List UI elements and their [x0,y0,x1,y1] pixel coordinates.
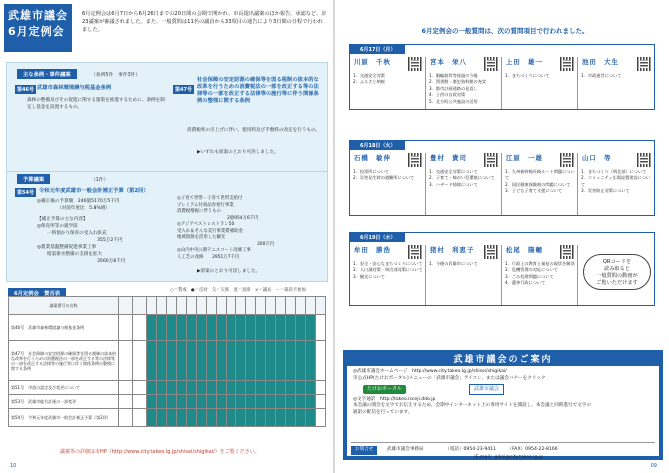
right-page [335,0,669,473]
vote-table [8,296,326,427]
qr-code-icon[interactable] [408,153,422,167]
q-item: 3．都市計画道路の見直し [429,85,478,91]
council-guide [343,350,663,460]
q-item: 3．子ども子育て支援について [505,188,563,194]
bill-46-number: 第46号 [17,87,34,93]
bill-46-title: 武雄市森林環境譲与税基金条例 [37,85,112,91]
contact-org: 武雄市議会事務局 [386,447,424,452]
title-line1: 武雄市議会 [8,9,68,22]
side-item-3b: 人工芝の改修 2951万7千円 [177,254,240,260]
q-item: 3．観光について [353,273,385,279]
contact-label: お問合せ [351,446,377,455]
bubble-line: QRコードを [602,259,632,265]
member-name: 池田 大生 [582,58,619,66]
bill-54-title: 令和元年度武雄市一般会計補正予算（第2回） [39,188,149,194]
guide-line: 本会議の開会を文字でお伝えするため、会期中インターネット上の専用サイトを開設し、本会議と同時進行で文字の [353,403,591,409]
q-item: 1．まちづくりについて [505,73,550,78]
question-card [350,57,426,109]
table-row: 第54号 令和元年度武雄市一般会計補正予算（第2回） [9,409,326,427]
bill-46-body: 森林の整備及びその促進に関する施策を推進するために、条例を制定し基金を設置するもの。 [27,98,165,110]
q-item: 4．選挙行政について [505,280,546,286]
ordinance-count: （条例5件 事件3件） [91,73,141,78]
table-row: 第51号 市道の認定及び変更について [9,381,326,395]
member-name: 牟田 勝浩 [354,246,391,254]
q-item: 1．市政運営について [581,73,622,78]
q-item: 2．災害発生時の避難所について [353,175,415,181]
day-label-1: 6月17日（月） [350,45,405,54]
question-card [502,245,578,305]
page-number-right: 09 [650,463,657,469]
bill-47-title: 社会保障の安定財源の確保等を図る税制の抜本的な改革を行うための消費税法の一部を改正する等の法律等の一部を改正する法律等の施行等に伴う関係条例の整理に関する条例 [197,77,319,104]
ordinance-result: ▶いずれも原案のとおり可決しました。 [197,150,279,155]
ordinance-panel [6,62,328,172]
budget-tab: 予算議案 [17,174,50,184]
bill-47-body: 消費税率の引上げに伴い、使用料及び手数料の改定を行うもの。 [187,128,321,133]
member-name: 宮本 栄八 [430,58,467,66]
q-item: 2．コミュニティ広場設置建設について [581,175,651,187]
q-item: 3．災害防止対策について [581,188,630,194]
budget-amount: ◎補正後の予算額 246億5170万5千円 [37,199,120,204]
question-card [578,57,654,109]
budget-count: （1件） [91,178,109,183]
side-item-1d: 2億954万6千円 [227,215,259,221]
bill-47-number: 第47号 [175,87,192,93]
guide-body [347,366,659,460]
question-card [426,57,502,109]
q-item: 2．図書館・歴史資料館の充実 [429,79,487,85]
side-item-2b: 受入れ＆そんな美行事業費補助金 [177,228,243,234]
title-line2: 6月定例会 [8,25,65,38]
q-item: 1．眼輪筋骨等経過の今後 [429,73,478,78]
session-title-box [4,4,72,52]
member-name: 豊村 貴司 [430,154,467,162]
intro-text: 6月定例会は6月7日から6月26日までの20日間の会期で開かれ、市長提出議案のほか報告、承認など、計23議案が審議されました。また、一般質問は11名の議員から33項目の通告により3日間の日程で行われました。 [82,11,327,33]
contact-tel: （電話）0954-23-9411 [445,447,497,452]
q-item: 1．まちづくり（明北部）について [581,169,647,174]
member-name: 川原 千秋 [354,58,391,66]
vote-col-head: 議案番号の名称 [9,297,119,315]
q-item: 2．子育て・障がい児環境について [429,175,495,181]
guide-title: 武雄市議会のご案内 [453,355,553,365]
budget-side-items [177,196,327,261]
page-number-left: 10 [10,463,17,469]
side-item-1c: 消費税増税に伴うもの [177,209,221,214]
q-item: 3．ハザード情報について [429,181,478,187]
ordinance-tab: 主な条例・事件議案 [17,69,77,79]
side-item-3a: ◎山内中央公園テニスコート改修工事 [177,248,251,253]
budget-main-2: 一時預かり保育の受入れ拡充 [47,231,107,236]
day-block-2 [349,140,655,216]
qr-code-icon[interactable] [408,245,422,259]
member-name: 石橋 敏伸 [354,154,391,162]
qr-code-icon[interactable] [637,57,651,71]
table-row: 第47号 社会保障の安定財源の確保等を図る税制の抜本的な改革を行うための消費税法の一部を改正する等の法律等の一部を改正する法律等の施行等に伴う関係条例の整理に関する条例 [9,341,326,381]
qr-code-icon[interactable] [637,153,651,167]
budget-main-5: 暗渠排水整備の支援を拡大 [47,252,103,257]
guide-line: 市公式HP(たけおポータル)メニューの「武雄市議会」アイコン、または議会バナーをクリック [353,375,546,381]
qr-code-icon[interactable] [560,245,574,259]
budget-main-6: 3560万8千円 [97,259,126,264]
day-label-2: 6月18日（火） [350,141,405,150]
bubble-line: ご覧いただけます [596,280,638,286]
question-card [502,153,578,215]
left-page [0,0,334,473]
side-item-2d: 300万円 [257,241,275,247]
guide-line: 通訳の配信を行っています。 [353,409,413,415]
qr-code-icon[interactable] [560,57,574,71]
takeo-portal-button[interactable]: たけおポータル [363,385,406,394]
q-item: 2．人口減対策・周辺部対策について [353,267,423,273]
q-item: 2．危機管理の対応について [505,267,558,273]
contact-row [351,442,655,461]
question-card [426,245,502,305]
contact-mail[interactable]: （E-mail）gikai@city.takeo.lg.jp [471,454,544,460]
qr-code-icon[interactable] [408,57,422,71]
side-item-2a: ◎アジアベストレストラン50 [177,222,235,227]
contact-fax: （FAX）0954-22-8166 [507,447,558,452]
q-item: 1．九州新幹線長崎ルート問題について [505,169,575,181]
question-card [350,153,426,215]
q-item: 1．行政上の教育と福祉の現状を解消 [505,261,575,266]
caption-service-link[interactable]: ◎文字通訳 http://takeo.isceji.ddo.jp [353,396,436,402]
table-row: 第53号 武雄市総合計画の一部変更 [9,395,326,409]
q-item: 1．交通安全対策について [429,169,478,174]
question-card [426,153,502,215]
budget-main-4: ◎農業基盤整備促進事業工事 [37,245,97,250]
vote-footnote-link[interactable]: 議案等の詳細は市HP（http://www.city.takeo.lg.jp/shisei/shigikai/）をご覧ください。 [60,449,260,455]
q-item: 5．北方町公共施設の活用 [429,98,478,104]
q-item: 1．投票所について [353,169,390,174]
member-name: 上田 雄一 [506,58,543,66]
side-item-1b: プレミアム付商品券発行事業 [177,202,234,208]
qr-hint-bubble [583,254,651,290]
q-item: 1．交通安全対策 [353,73,385,78]
member-name: 松尾 陽輔 [506,246,543,254]
question-card [578,153,654,215]
bill-54-number: 第54号 [17,190,34,196]
qr-code-icon[interactable] [484,153,498,167]
council-banner-button[interactable]: 武雄市議会 [469,384,504,395]
side-item-1a: ◎子育て世帯・子育て世帯支給付 [177,196,243,201]
q-item: 1．安全・安心なまちづくりについて [353,261,423,266]
vote-legend: ○＝賛成 ●＝反対 欠＝欠席 退＝退席 ×＝議長 －＝採決不参加 [170,288,306,293]
q-item: 4．子供の自殺対策 [429,92,466,98]
bubble-line: 一般質問の動画が [596,273,638,279]
qr-code-icon[interactable] [484,245,498,259]
q-item: 2．国民健康保険税の問題について [505,181,571,187]
budget-main-1: ◎保育所等の就学前 [37,224,78,229]
member-name: 江原 一雄 [506,154,543,162]
bubble-line: 読み取ると [604,266,630,272]
vote-table-title: 6月定例会 賛否表 [8,288,66,298]
budget-result: ▶原案のとおり可決しました。 [197,269,261,274]
member-name: 山口 等 [582,154,612,162]
qr-code-icon[interactable] [484,57,498,71]
question-card [502,57,578,109]
budget-main-head: 【補正予算の主な内容】 [37,217,88,222]
budget-growth: （対前年度比 5.8%増） [57,206,111,211]
day-block-1 [349,44,655,110]
member-name: 猪村 利恵子 [430,246,475,254]
guide-homepage-link[interactable]: ◎武雄市議会ホームページ http://www.city.takeo.lg.jp/shisei/shigikai/ [353,369,507,374]
q-item: 1．今後の武雄市について [429,261,478,266]
q-item: 3．ごみ処理問題について [505,273,554,279]
budget-main-3: 355万2千円 [97,238,123,243]
side-item-2c: 地域資源を活用した観光 [177,235,226,240]
table-row: 第46号 武雄市森林環境譲与税基金条例 [9,315,326,341]
qr-code-icon[interactable] [560,153,574,167]
question-card [350,245,426,305]
budget-panel [6,172,328,282]
questions-heading: 6月定例会の一般質問は、次の質問項目で行われました。 [421,27,589,35]
q-item: 2．ふるさと納税 [353,79,385,85]
day-label-3: 6月19日（水） [350,233,405,242]
